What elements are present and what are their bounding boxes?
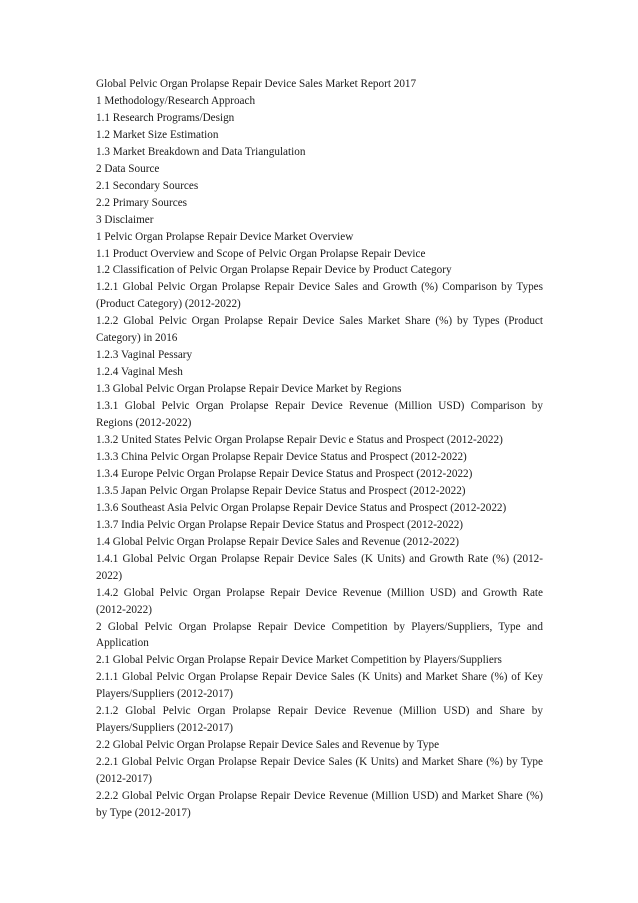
toc-entry: 1.1 Research Programs/Design [96, 111, 235, 124]
document-page [96, 76, 543, 822]
toc-entry: 1.3.6 Southeast Asia Pelvic Organ Prolapse Repair Device Status and Prospect (2012-2022) [96, 501, 507, 514]
toc-entry: 1 Pelvic Organ Prolapse Repair Device Market Overview [96, 230, 354, 243]
toc-entry: 1.2.1 Global Pelvic Organ Prolapse Repair Device Sales and Growth (%) Comparison by Types (Product Category) (2012-2022) [96, 281, 543, 311]
toc-entry: 2.1.1 Global Pelvic Organ Prolapse Repair Device Sales (K Units) and Market Share (%) of Key Players/Suppliers (2012-2017) [96, 671, 543, 701]
toc-entry: 2.2 Global Pelvic Organ Prolapse Repair Device Sales and Revenue by Type [96, 739, 440, 752]
toc-entry: 2 Global Pelvic Organ Prolapse Repair Device Competition by Players/Suppliers, Type and Application [96, 620, 543, 650]
toc-entry: 1.4 Global Pelvic Organ Prolapse Repair Device Sales and Revenue (2012-2022) [96, 535, 459, 548]
toc-entry: 1.3.3 China Pelvic Organ Prolapse Repair Device Status and Prospect (2012-2022) [96, 450, 467, 463]
toc-entry: 1.4.1 Global Pelvic Organ Prolapse Repair Device Sales (K Units) and Growth Rate (%) (2012-2022) [96, 552, 543, 582]
toc-entry: 1.2 Market Size Estimation [96, 128, 219, 141]
toc-entry: 1.3.7 India Pelvic Organ Prolapse Repair Device Status and Prospect (2012-2022) [96, 518, 464, 531]
toc-entry: 1.3.4 Europe Pelvic Organ Prolapse Repair Device Status and Prospect (2012-2022) [96, 467, 473, 480]
toc-entry: 2.1 Secondary Sources [96, 179, 199, 192]
toc-entry: 1.4.2 Global Pelvic Organ Prolapse Repair Device Revenue (Million USD) and Growth Rate (2012-2022) [96, 586, 543, 616]
toc-entry: 1.1 Product Overview and Scope of Pelvic Organ Prolapse Repair Device [96, 247, 426, 260]
toc-entry: 1.3.5 Japan Pelvic Organ Prolapse Repair Device Status and Prospect (2012-2022) [96, 484, 466, 497]
toc-entry: 1.2.2 Global Pelvic Organ Prolapse Repair Device Sales Market Share (%) by Types (Product Category) in 2016 [96, 315, 543, 345]
toc-entry: 3 Disclaimer [96, 213, 154, 226]
toc-entry: 2.2 Primary Sources [96, 196, 188, 209]
toc-entry: 1.3.2 United States Pelvic Organ Prolapse Repair Devic e Status and Prospect (2012-2022) [96, 434, 503, 447]
toc-entry: 2 Data Source [96, 162, 160, 175]
toc-entry: 2.2.1 Global Pelvic Organ Prolapse Repair Device Sales (K Units) and Market Share (%) by Type (2012-2017) [96, 756, 543, 786]
toc-entry: 2.1.2 Global Pelvic Organ Prolapse Repair Device Revenue (Million USD) and Share by Players/Suppliers (2012-2017) [96, 705, 543, 735]
toc-entry: 1.3.1 Global Pelvic Organ Prolapse Repair Device Revenue (Million USD) Comparison by Regions (2012-2022) [96, 400, 543, 430]
toc-entry: 1.2.4 Vaginal Mesh [96, 366, 183, 379]
toc-entry: 1.2 Classification of Pelvic Organ Prolapse Repair Device by Product Category [96, 264, 452, 277]
toc-entry: 1.3 Market Breakdown and Data Triangulation [96, 145, 306, 158]
toc-entry: 2.2.2 Global Pelvic Organ Prolapse Repair Device Revenue (Million USD) and Market Share (%) by Type (2012-2017) [96, 790, 543, 819]
toc-entry: 2.1 Global Pelvic Organ Prolapse Repair Device Market Competition by Players/Suppliers [96, 654, 502, 667]
toc-entry: 1 Methodology/Research Approach [96, 94, 256, 107]
report-title: Global Pelvic Organ Prolapse Repair Device Sales Market Report 2017 [96, 78, 417, 90]
toc-entry: 1.3 Global Pelvic Organ Prolapse Repair Device Market by Regions [96, 383, 402, 396]
toc-entry: 1.2.3 Vaginal Pessary [96, 349, 193, 362]
